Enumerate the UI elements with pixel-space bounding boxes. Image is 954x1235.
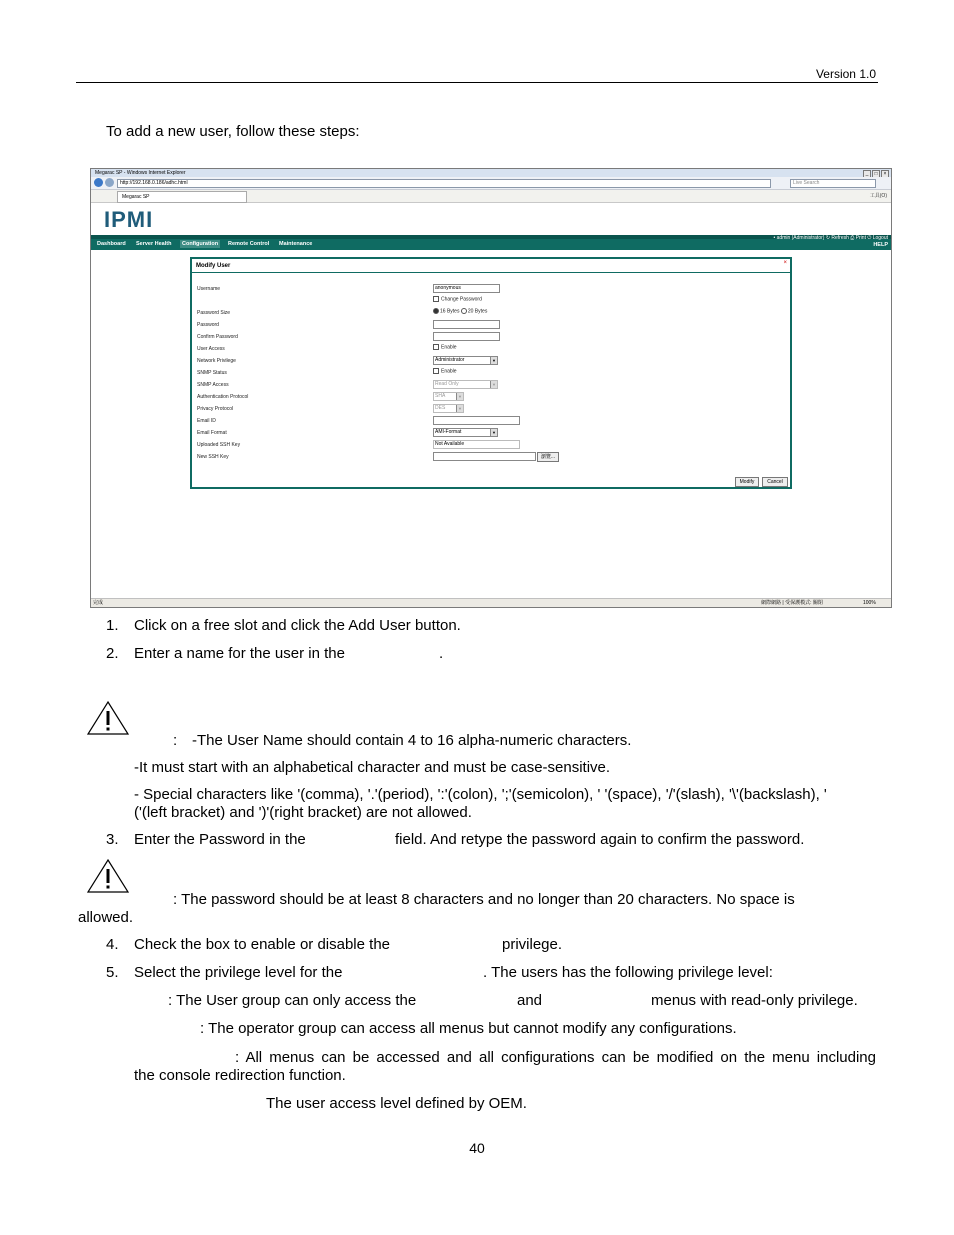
username-input[interactable]: anonymous xyxy=(433,284,500,293)
note-1-line-3: - Special characters like '(comma), '.'(period), ':'(colon), ';'(semicolon), ' '(space), '/'(slash), '\'(backslash), ' xyxy=(134,786,827,803)
user-access-checkbox[interactable]: Enable xyxy=(433,344,457,350)
change-password-checkbox[interactable]: Change Password xyxy=(433,296,482,302)
modify-button[interactable]: Modify xyxy=(735,477,759,487)
browser-statusbar xyxy=(91,598,891,608)
privacy-protocol-select[interactable]: DES ▼ xyxy=(433,404,464,413)
label-password-size: Password Size xyxy=(197,310,231,316)
window-title: Megarac SP - Windows Internet Explorer xyxy=(95,170,186,176)
privilege-operator: : The operator group can access all menus but cannot modify any configurations. xyxy=(200,1020,737,1037)
confirm-password-input[interactable] xyxy=(433,332,500,341)
password-size-radios[interactable]: 16 Bytes 20 Bytes xyxy=(433,308,487,314)
command-bar[interactable]: 工具(O) xyxy=(869,193,887,199)
privilege-user-b: and xyxy=(517,992,543,1009)
menu-dashboard[interactable]: Dashboard xyxy=(97,241,126,247)
auth-protocol-select[interactable]: SHA ▼ xyxy=(433,392,464,401)
label-username: Username xyxy=(197,286,221,292)
zoom-level[interactable]: 100% xyxy=(863,600,876,606)
forward-icon[interactable] xyxy=(105,178,114,187)
note-1-line-1: -The User Name should contain 4 to 16 alpha-numeric characters. xyxy=(192,732,632,749)
tab-bar xyxy=(91,190,891,203)
label-email-format: Email Format xyxy=(197,430,227,436)
step-5-text-end: . The users has the following privilege level: xyxy=(483,964,773,981)
label-auth-protocol: Authentication Protocol xyxy=(197,394,249,400)
step-3-text: Enter the Password in the xyxy=(134,831,306,848)
label-snmp-status: SNMP Status xyxy=(197,370,227,376)
ipmi-logo: IPMI xyxy=(104,207,154,232)
warning-icon xyxy=(86,858,130,894)
browse-button[interactable]: 瀏覽... xyxy=(537,452,559,462)
modify-user-dialog xyxy=(190,257,792,489)
logo-area xyxy=(91,203,891,235)
address-bar xyxy=(91,177,891,190)
status-zone: 網際網路 | 受保護模式: 關閉 xyxy=(761,600,823,606)
privilege-admin-line-2: the console redirection function. xyxy=(134,1067,346,1084)
uploaded-ssh-key-field: Not Available xyxy=(433,440,520,449)
status-left: 完成 xyxy=(93,600,104,606)
browser-titlebar xyxy=(91,169,891,177)
main-menu xyxy=(91,235,891,250)
snmp-status-checkbox[interactable]: Enable xyxy=(433,368,457,374)
label-email-id: Email ID xyxy=(197,418,216,424)
user-links[interactable]: • admin (Administrator) ↻ Refresh ⎙ Print ⏻ Logout xyxy=(773,235,888,241)
cancel-button[interactable]: Cancel xyxy=(762,477,788,487)
step-2-number: 2. xyxy=(106,645,119,662)
step-3-number: 3. xyxy=(106,831,119,848)
note-1-line-4: ('(left bracket) and ')'(right bracket) are not allowed. xyxy=(134,804,472,821)
warning-icon xyxy=(86,700,130,736)
password-input[interactable] xyxy=(433,320,500,329)
step-5-text: Select the privilege level for the xyxy=(134,964,343,981)
label-user-access: User Access xyxy=(197,346,225,352)
network-privilege-select[interactable]: Administrator ▼ xyxy=(433,356,498,365)
label-new-ssh-key: New SSH Key xyxy=(197,454,229,460)
privilege-user-a: : The User group can only access the xyxy=(168,992,417,1009)
step-4-text: Check the box to enable or disable the xyxy=(134,936,391,953)
menu-configuration[interactable]: Configuration xyxy=(182,241,219,247)
privilege-oem: The user access level defined by OEM. xyxy=(266,1095,527,1112)
page-number: 40 xyxy=(469,1140,485,1156)
menu-server-health[interactable]: Server Health xyxy=(136,241,172,247)
note-2-line-1: : The password should be at least 8 characters and no longer than 20 characters. No space is xyxy=(173,891,795,908)
search-input[interactable]: Live Search xyxy=(790,179,876,188)
note-2-line-2: allowed. xyxy=(78,909,134,926)
minimize-icon[interactable]: _ xyxy=(863,170,871,178)
version-label: Version 1.0 xyxy=(815,67,876,81)
dialog-close-icon[interactable]: × xyxy=(783,260,787,266)
label-uploaded-ssh-key: Uploaded SSH Key xyxy=(197,442,241,448)
help-link[interactable]: HELP xyxy=(873,242,888,248)
label-password: Password xyxy=(197,322,219,328)
intro-text: To add a new user, follow these steps: xyxy=(106,123,360,140)
privilege-user-c: menus with read-only privilege. xyxy=(651,992,858,1009)
menu-maintenance[interactable]: Maintenance xyxy=(279,241,313,247)
back-icon[interactable] xyxy=(94,178,103,187)
snmp-access-select[interactable]: Read Only ▼ xyxy=(433,380,498,389)
label-network-privilege: Network Privilege xyxy=(197,358,236,364)
label-snmp-access: SNMP Access xyxy=(197,382,229,388)
email-format-select[interactable]: AMI-Format ▼ xyxy=(433,428,498,437)
header-rule xyxy=(76,82,878,83)
email-id-input[interactable] xyxy=(433,416,520,425)
dialog-title: Modify User xyxy=(192,259,790,273)
maximize-icon[interactable]: □ xyxy=(872,170,880,178)
step-2-text: Enter a name for the user in the xyxy=(134,645,345,662)
step-4-number: 4. xyxy=(106,936,119,953)
step-4-text-end: privilege. xyxy=(502,936,563,953)
new-ssh-key-input[interactable] xyxy=(433,452,536,461)
ipmi-screenshot xyxy=(90,168,892,608)
step-2-end: . xyxy=(439,645,444,662)
label-confirm-password: Confirm Password xyxy=(197,334,238,340)
step-5-number: 5. xyxy=(106,964,119,981)
menu-remote-control[interactable]: Remote Control xyxy=(228,241,270,247)
note-1-line-2: -It must start with an alphabetical character and must be case-sensitive. xyxy=(134,759,611,776)
url-input[interactable]: http://192.168.0.186/adhc.html xyxy=(117,179,771,188)
close-icon[interactable]: × xyxy=(881,170,889,178)
privilege-admin-line-1: : All menus can be accessed and all configurations can be modified on the menu including xyxy=(235,1049,876,1066)
note-1-colon: : xyxy=(173,732,178,749)
page-content xyxy=(91,250,891,598)
step-3-text-end: field. And retype the password again to confirm the password. xyxy=(395,831,805,848)
browser-tab[interactable]: Megarac SP xyxy=(117,191,247,203)
label-privacy-protocol: Privacy Protocol xyxy=(197,406,234,412)
step-1-text: Click on a free slot and click the Add User button. xyxy=(134,617,461,634)
step-1-number: 1. xyxy=(106,617,119,634)
